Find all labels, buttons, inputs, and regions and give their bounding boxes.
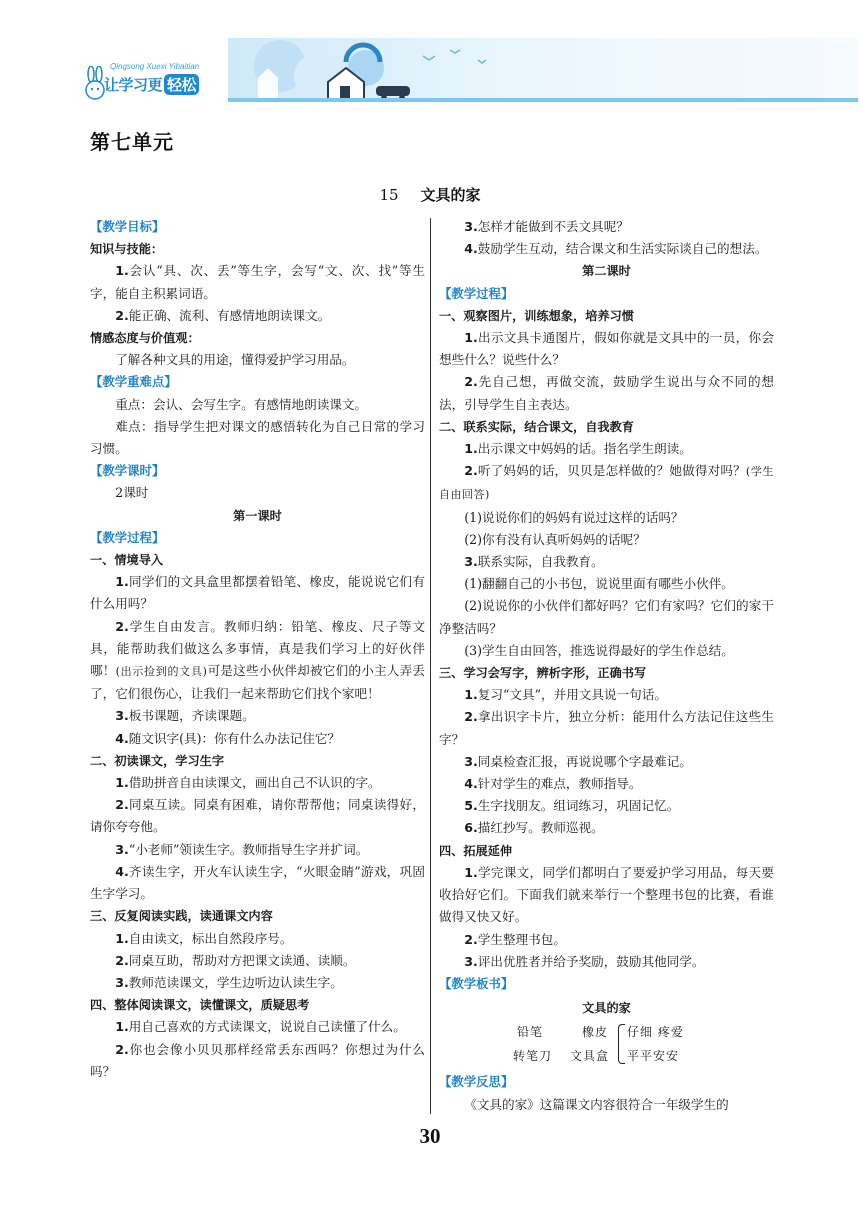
paragraph [90, 416, 425, 460]
paragraph [439, 951, 774, 973]
section-heading: 知识与技能： [90, 242, 164, 257]
paragraph [90, 705, 425, 727]
section-heading: 二、初读课文，学习生字 [90, 753, 225, 768]
paragraph-text: 复习“文具”，并用文具说一句话。 [477, 687, 667, 703]
item-number: 1. [115, 574, 129, 590]
paragraph-text: 评出优胜者并给予奖励，鼓励其他同学。 [477, 953, 705, 969]
item-number: 2. [115, 797, 129, 813]
blackboard-design [439, 1019, 774, 1071]
annotation: (学生自由回答) [439, 465, 774, 502]
section-heading: 一、情境导入 [90, 553, 164, 568]
column-divider [430, 218, 431, 1114]
section-tag-label: 【教学目标】 [90, 219, 165, 234]
section-tag-label: 【教学过程】 [439, 285, 514, 301]
item-number: 1. [115, 775, 129, 791]
paragraph-text: 怎样才能做到不丢文具呢？ [477, 219, 629, 234]
paragraph-text: 教师范读课文，学生边听边认读生字。 [128, 974, 343, 990]
logo-subtitle: Qingsong Xuexi Yibaitian [110, 62, 200, 71]
paragraph [90, 349, 425, 371]
page-number: 30 [419, 1124, 441, 1148]
item-number: 1. [115, 263, 129, 279]
item-number: 1. [464, 441, 478, 457]
paragraph-text: 出示课文中妈妈的话。指名学生朗读。 [477, 441, 692, 457]
header-background [228, 38, 858, 102]
paragraph [439, 862, 774, 929]
paragraph-text: 齐读生字，开火车认读生字，“火眼金睛”游戏，巩固生字学习。 [90, 863, 425, 902]
paragraph-text: 同桌互读。同桌有困难，请你帮帮他；同桌读得好，请你夸夸他。 [90, 797, 425, 835]
paragraph-text: 板书课题，齐读课题。 [128, 708, 255, 724]
item-number: 2. [115, 952, 129, 968]
paragraph [439, 551, 774, 573]
paragraph [439, 795, 774, 817]
item-number: 1. [464, 330, 478, 346]
board-title: 文具的家 [582, 1001, 631, 1016]
paragraph [90, 950, 425, 972]
section-tag [90, 216, 425, 238]
item-number: 3. [464, 953, 478, 969]
paragraph [439, 507, 774, 529]
paragraph-text: 能正确、流利、有感情地朗读课文。 [128, 307, 331, 323]
paragraph-text-tail: 可是这些小伙伴却被它们的小主人弄丢了，它们很伤心，让我们一起来帮助它们找个家吧！ [90, 663, 425, 702]
right-column-content [439, 216, 774, 995]
paragraph [90, 1039, 425, 1083]
paragraph [439, 438, 774, 460]
section-heading: 三、学习会写字，辨析字形，正确书写 [439, 666, 647, 681]
item-number: 2. [115, 307, 129, 323]
paragraph-text: 2课时 [115, 485, 149, 501]
paragraph [90, 482, 425, 504]
paragraph-text: 同学们的文具盒里都摆着铅笔、橡皮，能说说它们有什么用吗？ [90, 574, 425, 612]
paragraph [439, 529, 774, 551]
lesson-period-title: 第一课时 [233, 508, 282, 523]
item-number: 3. [115, 841, 129, 857]
item-number: 1. [115, 1019, 129, 1035]
paragraph-text: 出示文具卡通图片，假如你就是文具中的一员，你会想些什么？说些什么？ [439, 330, 774, 368]
annotation: (出示捡到的文具) [115, 665, 208, 679]
paragraph-text: 同桌检查汇报，再说说哪个字最难记。 [477, 753, 692, 769]
section-tag-label: 【教学重难点】 [90, 374, 177, 390]
reflection-tag: 【教学反思】 [439, 1074, 514, 1090]
section-tag-label: 【教学板书】 [439, 975, 514, 991]
item-number: 4. [464, 776, 478, 792]
paragraph [90, 305, 425, 327]
paragraph [439, 460, 774, 506]
left-column [90, 216, 425, 1083]
item-number: 2. [464, 374, 478, 390]
paragraph-text: 借助拼音自由读课文，画出自己不认识的字。 [128, 775, 381, 791]
section-tag-label: 【教学过程】 [90, 529, 165, 545]
paragraph-text: 鼓励学生互动，结合课文和生活实际谈自己的想法。 [477, 241, 768, 257]
paragraph [439, 640, 774, 662]
logo-text-mid: 更 [147, 76, 163, 94]
paragraph [439, 238, 774, 260]
paragraph-text: 随文识字(具)：你有什么办法记住它？ [128, 730, 341, 746]
item-number: 4. [115, 730, 129, 746]
item-number: 1. [464, 864, 478, 880]
item-number: 3. [464, 219, 478, 234]
paragraph [90, 861, 425, 905]
reflection-text: 《文具的家》这篇课文内容很符合一年级学生的 [464, 1096, 729, 1112]
section-tag-label: 【教学课时】 [90, 463, 165, 479]
section-tag [90, 371, 425, 393]
item-number: 3. [115, 974, 129, 990]
lesson-title [0, 184, 860, 205]
item-number: 4. [115, 863, 129, 879]
paragraph [90, 571, 425, 615]
paragraph-text: 同桌互助，帮助对方把课文读通、读顺。 [128, 952, 356, 968]
item-number: 3. [464, 554, 478, 570]
paragraph-text: 用自己喜欢的方式读课文，说说自己读懂了什么。 [128, 1019, 406, 1035]
item-number: 2. [464, 709, 478, 725]
paragraph [439, 817, 774, 839]
right-column [439, 216, 774, 1116]
paragraph-text: 难点：指导学生把对课文的感悟转化为自己日常的学习习惯。 [90, 418, 425, 457]
paragraph-text: 学生整理书包。 [477, 931, 566, 947]
paragraph [439, 684, 774, 706]
paragraph [90, 772, 425, 794]
paragraph [439, 595, 774, 639]
paragraph-text: “小老师”领读生字。教师指导生字并扩词。 [128, 841, 369, 857]
paragraph-text: 学生自由发言。教师归纳：铅笔、橡皮、尺子等文具，能帮助我们做这么多事情，真是我们学习上的好伙伴哪！ [90, 618, 425, 679]
board-item-eraser: 橡皮 [582, 1025, 609, 1040]
item-number: 6. [464, 820, 478, 836]
paragraph-text: 学完课文，同学们都明白了要爱护学习用品，每天要收拾好它们。下面我们就来举行一个整理书包的比赛，看谁做得又快又好。 [439, 864, 774, 925]
item-number: 4. [464, 241, 478, 257]
item-number: 1. [464, 687, 478, 703]
header-banner [78, 38, 858, 108]
paragraph-text: (2)说说你的小伙伴们都好吗？它们有家吗？它们的家干净整洁吗？ [439, 598, 774, 636]
lesson-period-title: 第二课时 [582, 264, 631, 279]
landscape-illustration-icon [228, 38, 858, 102]
lesson-number: 15 [379, 186, 399, 204]
paragraph-text: 拿出识字卡片，独立分析：能用什么方法记住这些生字？ [439, 709, 774, 747]
item-number: 3. [464, 753, 478, 769]
paragraph-text: 生字找朋友。组词练习，巩固记忆。 [477, 798, 680, 814]
paragraph [90, 928, 425, 950]
item-number: 1. [115, 930, 129, 946]
section-heading: 四、拓展延伸 [439, 843, 513, 858]
logo-text-main: 让学习 [104, 76, 148, 94]
paragraph [90, 616, 425, 706]
item-number: 2. [115, 1041, 129, 1057]
paragraph-text: (1)翻翻自己的小书包，说说里面有哪些小伙伴。 [464, 576, 734, 592]
board-item-sharpener: 转笔刀 [513, 1049, 553, 1064]
item-number: 5. [464, 798, 478, 814]
board-item-safe: 平平安安 [627, 1049, 680, 1064]
logo-text-accent: 轻松 [164, 74, 199, 95]
paragraph-text: (2)你有没有认真听妈妈的话呢？ [464, 531, 646, 547]
section-heading: 二、联系实际，结合课文，自我教育 [439, 419, 634, 434]
item-number: 2. [464, 931, 478, 947]
paragraph [90, 728, 425, 750]
section-tag [90, 527, 425, 549]
paragraph [90, 1016, 425, 1038]
paragraph-text: 听了妈妈的话，贝贝是怎样做的？她做得对吗？ [477, 463, 746, 479]
item-number: 2. [464, 463, 478, 479]
paragraph [90, 394, 425, 416]
paragraph [90, 839, 425, 861]
logo [78, 52, 233, 106]
section-heading: 四、整体阅读课文，读懂课文，质疑思考 [90, 998, 310, 1013]
paragraph-text: (1)说说你们的妈妈有说过这样的话吗？ [464, 509, 684, 525]
unit-title: 第七单元 [90, 130, 174, 154]
paragraph [439, 216, 774, 238]
paragraph [439, 327, 774, 371]
item-number: 3. [115, 708, 129, 724]
section-tag [439, 283, 774, 305]
paragraph [439, 751, 774, 773]
section-heading: 三、反复阅读实践，读通课文内容 [90, 909, 273, 924]
section-heading: 一、观察图片，训练想象，培养习惯 [439, 308, 634, 323]
paragraph [439, 706, 774, 750]
paragraph-text: 先自己想，再做交流，鼓励学生说出与众不同的想法，引导学生自主表达。 [439, 374, 774, 412]
paragraph-text: 会认“具、次、丢”等生字，会写“文、次、找”等生字，能自主积累词语。 [90, 263, 425, 301]
paragraph [90, 260, 425, 304]
paragraph-text: 描红抄写。教师巡视。 [477, 820, 604, 836]
paragraph-text: (3)学生自由回答，推选说得最好的学生作总结。 [464, 642, 734, 658]
board-item-pencil: 铅笔 [517, 1025, 544, 1040]
paragraph [90, 972, 425, 994]
item-number: 2. [115, 618, 129, 634]
paragraph [90, 794, 425, 838]
section-heading: 情感态度与价值观： [90, 331, 200, 346]
lesson-name: 文具的家 [420, 186, 481, 204]
section-tag [90, 460, 425, 482]
board-item-careful-love: 仔细 疼爱 [627, 1025, 684, 1040]
paragraph-text: 自由读文，标出自然段序号。 [128, 930, 293, 946]
paragraph-text: 了解各种文具的用途，懂得爱护学习用品。 [115, 352, 355, 368]
paragraph-text: 你也会像小贝贝那样经常丢东西吗？你想过为什么吗？ [90, 1041, 425, 1079]
paragraph [439, 929, 774, 951]
section-tag [439, 973, 774, 995]
paragraph-text: 针对学生的难点，教师指导。 [477, 776, 642, 792]
board-item-pencil-case: 文具盒 [570, 1049, 610, 1064]
paragraph-text: 重点：会认、会写生字。有感情地朗读课文。 [115, 396, 368, 412]
paragraph [439, 773, 774, 795]
board-brace [618, 1024, 625, 1064]
logo-text [104, 74, 199, 95]
paragraph [439, 573, 774, 595]
paragraph-text: 联系实际，自我教育。 [477, 554, 604, 570]
paragraph [439, 371, 774, 415]
